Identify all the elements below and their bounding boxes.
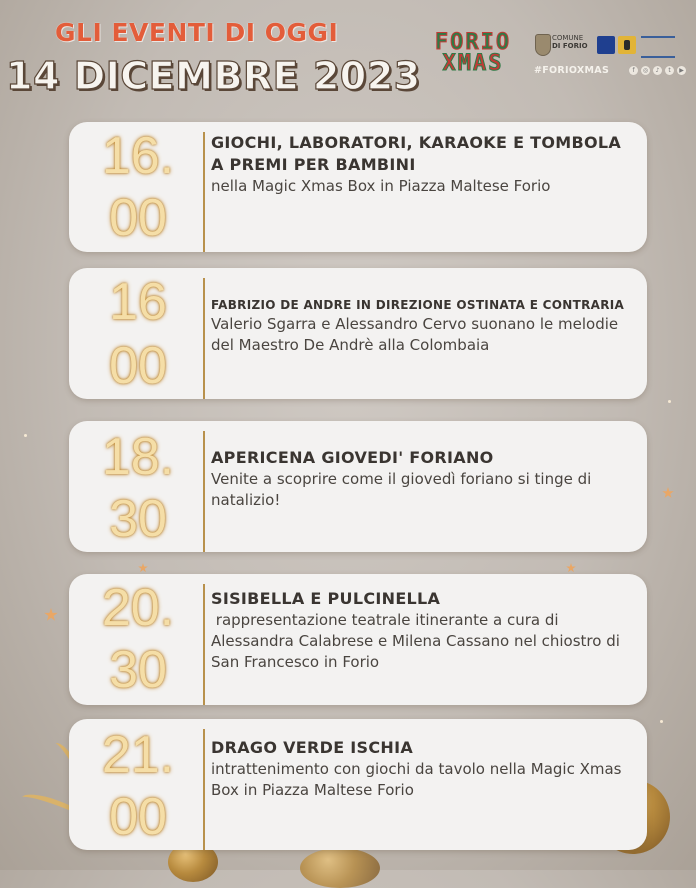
event-description: Valerio Sgarra e Alessandro Cervo suonano le melodie del Maestro De Andrè alla Colombaia — [211, 315, 623, 354]
sponsor-logo-icon — [618, 36, 636, 54]
comune-label — [552, 34, 590, 50]
card-divider — [203, 278, 205, 399]
decorative-star-icon — [662, 487, 674, 499]
event-description: rappresentazione teatrale itinerante a cura di Alessandra Calabrese e Milena Cassano nel chiostro di San Francesco in Forio — [211, 611, 625, 671]
event-description: nella Magic Xmas Box in Piazza Maltese Forio — [211, 177, 551, 195]
event-time-hour: 16 — [109, 273, 167, 331]
forio-xmas-logo — [417, 32, 529, 76]
event-card — [69, 122, 647, 252]
event-text — [211, 737, 637, 801]
event-text — [211, 588, 637, 673]
comune-crest-icon — [535, 34, 551, 56]
facebook-icon[interactable]: f — [629, 66, 638, 75]
event-title: DRAGO VERDE ISCHIA — [211, 738, 414, 757]
card-divider — [203, 431, 205, 552]
hashtag: #FORIOXMAS — [534, 65, 610, 76]
instagram-icon[interactable]: ◎ — [642, 67, 649, 74]
event-card — [69, 268, 647, 399]
event-title: APERICENA GIOVEDI' FORIANO — [211, 448, 494, 467]
decorative-star-icon — [566, 563, 576, 573]
page-title-date: 14 DICEMBRE 2023 — [6, 54, 421, 98]
gold-ornament — [300, 848, 380, 888]
event-time-hour: 20. — [101, 579, 175, 637]
event-time-minute: 00 — [109, 189, 167, 247]
event-time-minute: 30 — [109, 490, 167, 548]
brand-bar — [417, 30, 689, 80]
event-title: FABRIZIO DE ANDRE IN DIREZIONE OSTINATA E CONTRARIA — [211, 298, 625, 312]
decorative-star-icon — [138, 563, 148, 573]
event-time-minute: 00 — [109, 337, 167, 395]
comune-line-2: DI FORIO — [552, 42, 588, 50]
youtube-icon[interactable]: ▶ — [677, 66, 686, 75]
logo-line-1: FORIO — [434, 30, 512, 55]
partner-logo-icon — [641, 36, 675, 58]
decorative-star-icon — [44, 608, 58, 622]
event-text — [211, 132, 637, 197]
event-card — [69, 574, 647, 705]
event-card — [69, 719, 647, 850]
event-time-hour: 16. — [101, 127, 175, 185]
logo-line-2: XMAS — [442, 51, 504, 76]
event-text — [211, 447, 637, 511]
card-divider — [203, 729, 205, 850]
sparkle-dot — [24, 434, 27, 437]
event-time-minute: 00 — [109, 788, 167, 846]
sparkle-dot — [668, 400, 671, 403]
sparkle-dot — [660, 720, 663, 723]
event-time-minute: 30 — [109, 641, 167, 699]
social-icons — [629, 66, 686, 75]
card-divider — [203, 132, 205, 252]
event-card — [69, 421, 647, 552]
event-time-hour: 21. — [101, 726, 175, 784]
comune-line-1: COMUNE — [552, 34, 584, 42]
event-time-hour: 18. — [101, 428, 175, 486]
event-title: SISIBELLA E PULCINELLA — [211, 589, 441, 608]
card-divider — [203, 584, 205, 705]
event-title: GIOCHI, LABORATORI, KARAOKE E TOMBOLA A PREMI PER BAMBINI — [211, 133, 622, 174]
event-description: intrattenimento con giochi da tavolo nella Magic Xmas Box in Piazza Maltese Forio — [211, 760, 627, 799]
event-text — [211, 296, 637, 356]
page-subtitle: GLI EVENTI DI OGGI — [55, 18, 339, 47]
event-description: Venite a scoprire come il giovedì foriano si tinge di natalizio! — [211, 470, 597, 509]
region-logo-icon — [597, 36, 615, 54]
twitter-icon[interactable]: t — [665, 66, 674, 75]
tiktok-icon[interactable]: ♪ — [653, 66, 662, 75]
